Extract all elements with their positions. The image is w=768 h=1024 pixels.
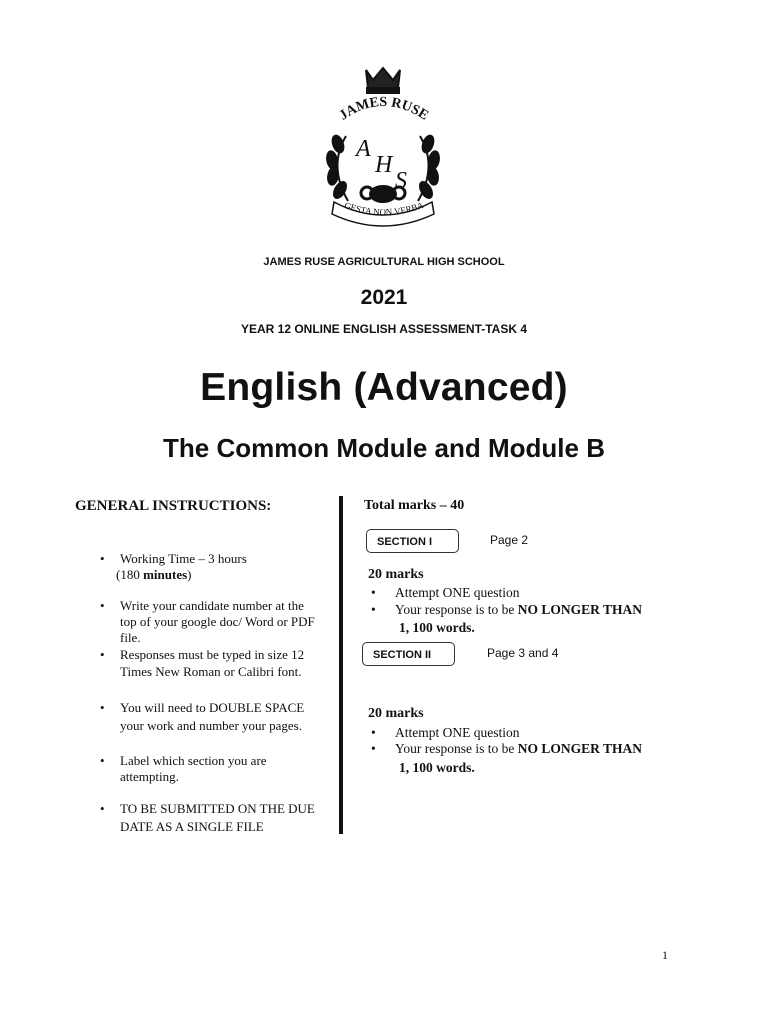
- section-1-label-box: SECTION I: [366, 529, 459, 553]
- section-2-bullet-word-limit: [371, 740, 675, 776]
- section-1-bullet-word-limit: [371, 601, 675, 636]
- bullet-icon: •: [100, 551, 105, 566]
- crest-letter-a: A: [356, 136, 371, 162]
- working-time-minutes-bold: minutes: [143, 567, 188, 582]
- bullet-word-count: 1, 100 words.: [399, 620, 475, 635]
- bullet-text: Your response is to be: [395, 602, 518, 617]
- column-divider: [339, 496, 343, 834]
- bullet-text: Attempt ONE question: [395, 585, 520, 600]
- instruction-text: Responses must be typed in size 12 Times New Roman or Calibri font.: [120, 647, 305, 679]
- section-2-page-note: Page 3 and 4: [487, 646, 559, 660]
- general-instructions-heading: GENERAL INSTRUCTIONS:: [75, 498, 272, 514]
- bullet-bold-text: NO LONGER THAN: [517, 741, 643, 756]
- instruction-text: Label which section you are attempting.: [120, 753, 267, 784]
- working-time-minutes-pre: (180: [116, 567, 144, 582]
- page-title: English (Advanced): [200, 366, 568, 409]
- crest-top-text: JAMES RUSE: [336, 94, 431, 124]
- bullet-bold-text: NO LONGER THAN: [517, 602, 643, 617]
- section-2-label-box: SECTION II: [362, 642, 455, 666]
- crest-letter-h: H: [375, 152, 393, 178]
- page-number: 1: [662, 948, 668, 962]
- year-heading: 2021: [360, 286, 408, 309]
- school-crest-logo: [318, 66, 448, 236]
- section-1-marks: 20 marks: [368, 567, 424, 582]
- bullet-icon: •: [100, 598, 105, 613]
- working-time-minutes-post: ): [187, 567, 192, 582]
- working-time-text: Working Time – 3 hours: [120, 551, 247, 566]
- ram-head-icon: [361, 185, 405, 203]
- bullet-icon: •: [100, 647, 105, 662]
- school-name: JAMES RUSE AGRICULTURAL HIGH SCHOOL: [263, 256, 505, 268]
- bullet-icon: •: [100, 801, 105, 816]
- bullet-icon: •: [371, 725, 376, 740]
- instruction-item-working-time: [100, 551, 330, 583]
- bullet-text: Your response is to be: [395, 741, 518, 756]
- instruction-item-candidate-number: [100, 598, 320, 646]
- instruction-item-double-space: [100, 699, 310, 735]
- crest-letter-s: S: [395, 168, 407, 194]
- bullet-icon: •: [371, 741, 376, 756]
- crown-icon: [366, 68, 400, 93]
- bullet-icon: •: [371, 585, 376, 600]
- instruction-text: Write your candidate number at the top of your google doc/ Word or PDF file.: [120, 598, 315, 645]
- crest-motto-text: GESTA NON VERBA: [343, 199, 425, 218]
- bullet-text: Attempt ONE question: [395, 725, 520, 740]
- instruction-item-font: [100, 646, 315, 680]
- bullet-icon: •: [371, 602, 376, 617]
- total-marks: Total marks – 40: [364, 498, 465, 513]
- bullet-icon: •: [100, 753, 105, 768]
- page-subtitle: The Common Module and Module B: [163, 433, 605, 463]
- task-heading: YEAR 12 ONLINE ENGLISH ASSESSMENT-TASK 4: [240, 322, 528, 336]
- bullet-word-count: 1, 100 words.: [399, 760, 475, 775]
- instruction-text: You will need to DOUBLE SPACE your work and number your pages.: [120, 700, 305, 733]
- section-1-page-note: Page 2: [490, 533, 529, 547]
- section-2-marks: 20 marks: [368, 706, 424, 721]
- instruction-text: TO BE SUBMITTED ON THE DUE DATE AS A SINGLE FILE: [120, 801, 315, 834]
- section-2-bullet-attempt: [371, 724, 520, 741]
- bullet-icon: •: [100, 700, 105, 715]
- svg-text:JAMES RUSE: [337, 95, 431, 124]
- section-1-bullet-attempt: [371, 584, 520, 601]
- instruction-item-submission: [100, 800, 320, 836]
- instruction-item-label-section: [100, 753, 300, 785]
